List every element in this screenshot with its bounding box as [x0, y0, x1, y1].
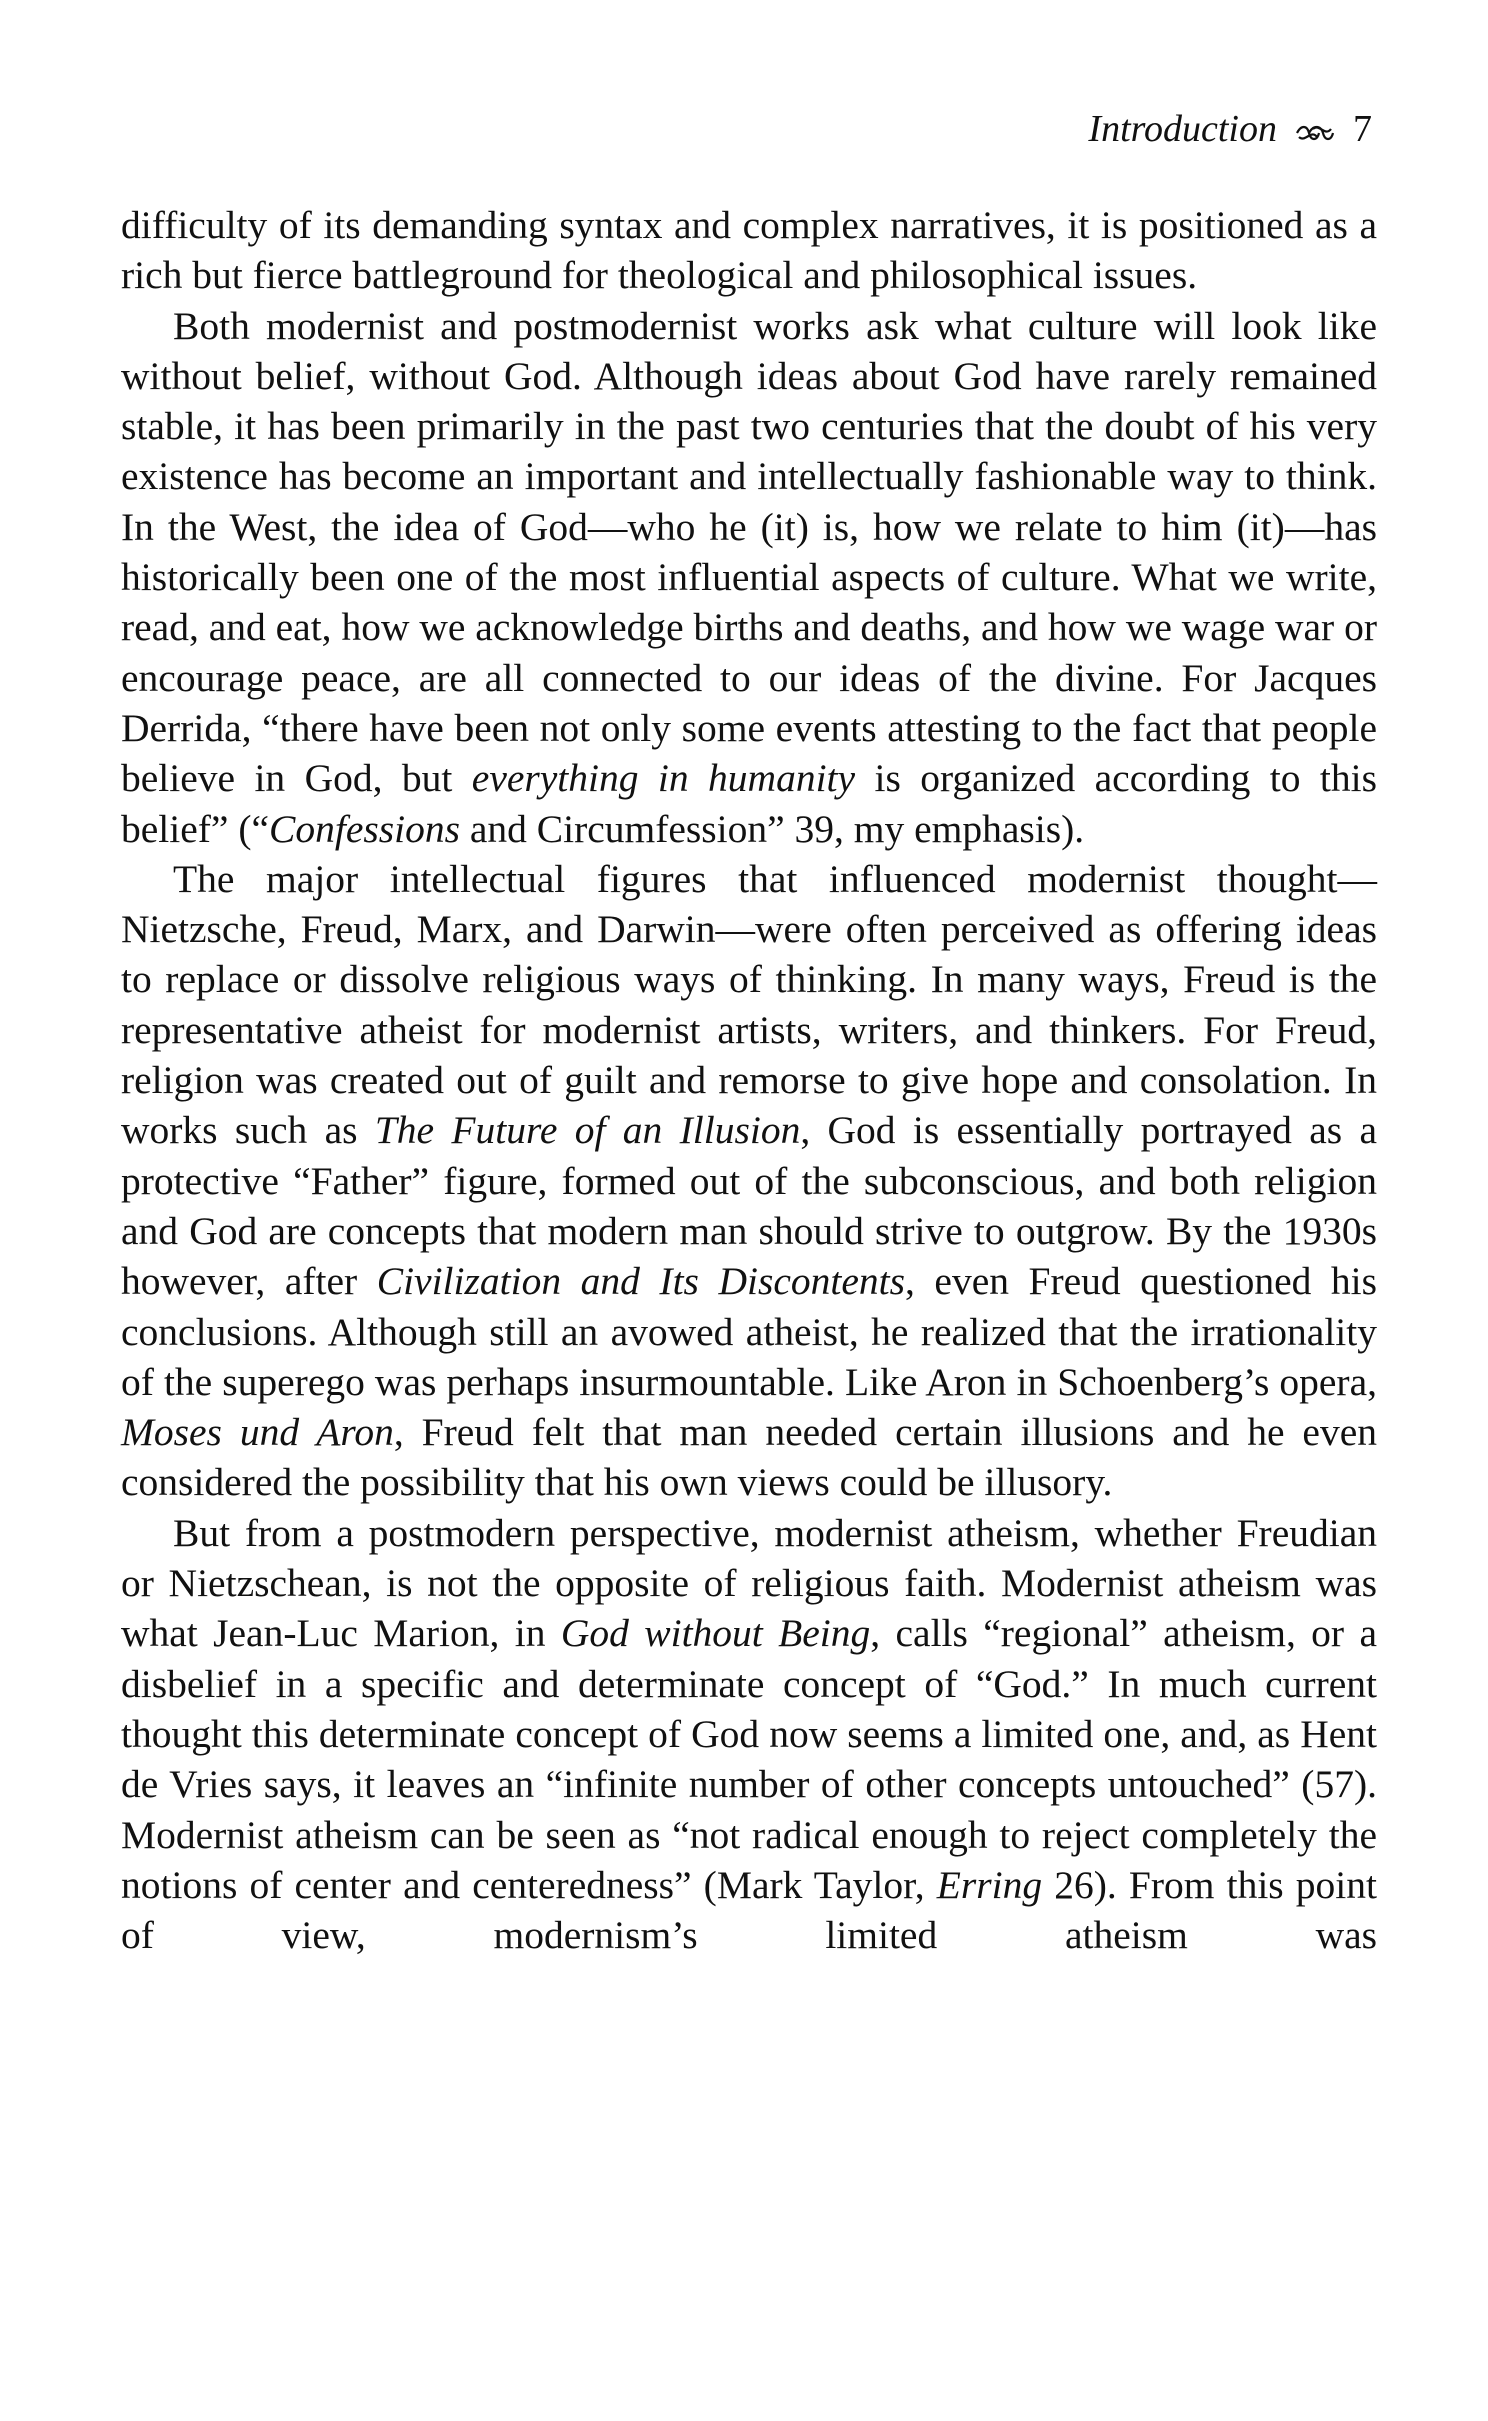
- paragraph-4: [121, 1508, 1377, 1961]
- paragraph-2: [121, 301, 1377, 854]
- paragraph-2-text-e: and Circumfession” 39, my emphasis).: [459, 806, 1085, 851]
- running-head: [1088, 110, 1372, 148]
- paragraph-3: [121, 854, 1377, 1508]
- page-number: 7: [1353, 108, 1372, 150]
- body-text: [121, 200, 1377, 1960]
- paragraph-3-text-a: The major intellectual figures that influenced modernist thought—Nietzsche, Freud, Marx, and Darwin—were often perceived as offering ideas to replace or dissolve religious ways of thinking. In many ways, Freud is the representative atheist for modernist artists, writers, and thinkers. For Freud, religion was created out of guilt and remorse to give hope and consolation. In works such as: [121, 856, 1377, 1153]
- italic-everything-in-humanity: everything in humanity: [471, 756, 856, 801]
- italic-confessions: Confessions: [269, 806, 460, 851]
- italic-civilization-and-its-discontents: Civilization and Its Discontents: [376, 1259, 905, 1304]
- italic-moses-und-aron: Moses und Aron: [121, 1410, 394, 1455]
- paragraph-3-text-e: , even Freud questioned his conclusions. Although still an avowed atheist, he realized that the irrationality of the superego was perhaps insurmountable. Like Aron in Schoenberg’s opera,: [121, 1259, 1377, 1404]
- paragraph-4-text-e: 26). From this point of view, modernism’s limited atheism was: [121, 1862, 1377, 1958]
- paragraph-1-text: difficulty of its demanding syntax and complex narratives, it is positioned as a rich but fierce battleground for theological and philosophical issues.: [121, 203, 1377, 298]
- decorative-flourish-icon: [1295, 123, 1335, 143]
- paragraph-2-text-a: Both modernist and postmodernist works ask what culture will look like without belief, without God. Although ideas about God have rarely remained stable, it has been primarily in the past two centuries that the doubt of his very existence has become an important and intellectually fashionable way to think. In the West, the idea of God—who he (it) is, how we relate to him (it)—has historically been one of the most influential aspects of culture. What we write, read, and eat, how we acknowledge births and deaths, and how we wage war or encourage peace, are all connected to our ideas of the divine. For Jacques Derrida, “there have been not only some events attesting to the fact that people believe in God, but: [121, 303, 1377, 801]
- paragraph-2-text-c: is organized according to this belief” (“: [121, 756, 1377, 851]
- paragraph-3-text-c: , God is essentially portrayed as a protective “Father” figure, formed out of the subconscious, and both religion and God are concepts that modern man should strive to outgrow. By the 1930s however, after: [121, 1108, 1378, 1304]
- section-title: Introduction: [1088, 108, 1277, 150]
- paragraph-1: [121, 200, 1377, 301]
- italic-erring: Erring: [936, 1862, 1043, 1907]
- paragraph-4-text-c: , calls “regional” atheism, or a disbelief in a specific and determinate concept of “God.” In much current thought this determinate concept of God now seems a limited one, and, as Hent de Vries says, it leaves an “infinite number of other concepts untouched” (57). Modernist atheism can be seen as “not radical enough to reject completely the notions of center and centeredness” (Mark Taylor,: [121, 1611, 1377, 1907]
- paragraph-3-text-g: , Freud felt that man needed certain illusions and he even considered the possibility that his own views could be illusory.: [121, 1410, 1378, 1505]
- italic-god-without-being: God without Being: [560, 1611, 871, 1656]
- paragraph-4-text-a: But from a postmodern perspective, modernist atheism, whether Freudian or Nietzschean, is not the opposite of religious faith. Modernist atheism was what Jean-Luc Marion, in: [121, 1510, 1377, 1656]
- italic-future-of-an-illusion: The Future of an Illusion: [374, 1108, 801, 1153]
